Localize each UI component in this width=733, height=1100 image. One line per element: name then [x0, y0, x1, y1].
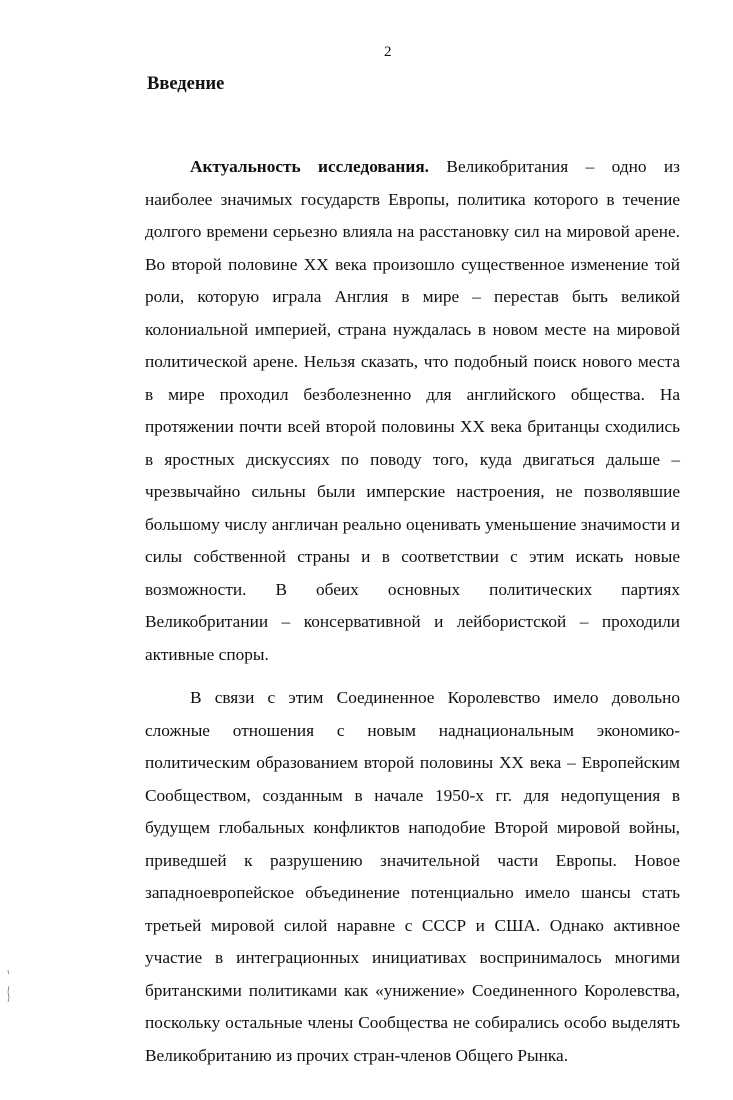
- paragraph-relations: [145, 682, 680, 1072]
- section-heading: Введение: [147, 74, 225, 94]
- paragraph-text: В связи с этим Соединенное Королевство имело довольно сложные отношения с новым наднациональным экономико-политическим образованием второй половины XX века – Европейским Сообществом, созданным в начале 1950-х гг. для недопущения в будущем глобальных конфликтов наподобие Второй мировой войны, приведшей к разрушению значительной части Европы. Новое западноевропейское объединение потенциально имело шансы стать третьей мировой силой наравне с СССР и США. Однако активное участие в интеграционных инициативах воспринималось многими британскими политиками как «унижение» Соединенного Королевства, поскольку остальные члены Сообщества не собирались особо выделять Великобританию из прочих стран-членов Общего Рынка.: [145, 688, 680, 1065]
- paragraph-lead: Актуальность исследования.: [190, 157, 429, 176]
- paragraph-text: Великобритания – одно из наиболее значимых государств Европы, политика которого в течение долгого времени серьезно влияла на расстановку сил на мировой арене. Во второй половине XX века произошло существенное изменение той роли, которую играла Англия в мире – перестав быть великой колониальной империей, страна нуждалась в новом месте на мировой политической арене. Нельзя сказать, что подобный поиск нового места в мире проходил безболезненно для английского общества. На протяжении почти всей второй половины XX века британцы сходились в яростных дискуссиях по поводу того, куда двигаться дальше – чрезвычайно сильны были имперские настроения, не позволявшие большому числу англичан реально оценивать уменьшение значимости и силы собственной страны и в соответствии с этим искать новые возможности. В обеих основных политических партиях Великобритании – консервативной и лейбористской – проходили активные споры.: [145, 157, 680, 664]
- document-body: [145, 151, 680, 1072]
- scan-margin-marks: [5, 968, 11, 1018]
- paragraph-relevance: [145, 151, 680, 671]
- page-number: 2: [384, 44, 393, 60]
